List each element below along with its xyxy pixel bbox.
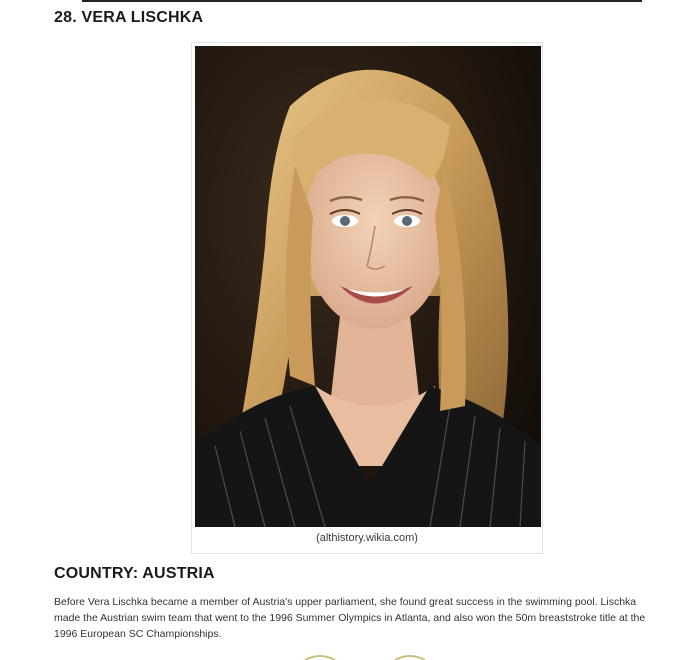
section-heading: COUNTRY: AUSTRIA xyxy=(54,565,215,582)
article-heading: 28. VERA LISCHKA xyxy=(54,9,204,26)
image-figure xyxy=(191,42,543,554)
portrait-photo xyxy=(195,46,541,527)
article-paragraph: Before Vera Lischka became a member of Austria's upper parliament, she found great success in the swimming pool. Lischka made the Austrian swim team that went to the 1996 Summer Olympics in Atlanta, and also won the 50m breaststroke title at the 1996 European SC Championships. xyxy=(54,596,646,640)
next-image-edge xyxy=(300,652,430,660)
top-divider xyxy=(82,0,642,2)
image-caption: (althistory.wikia.com) xyxy=(316,532,418,544)
